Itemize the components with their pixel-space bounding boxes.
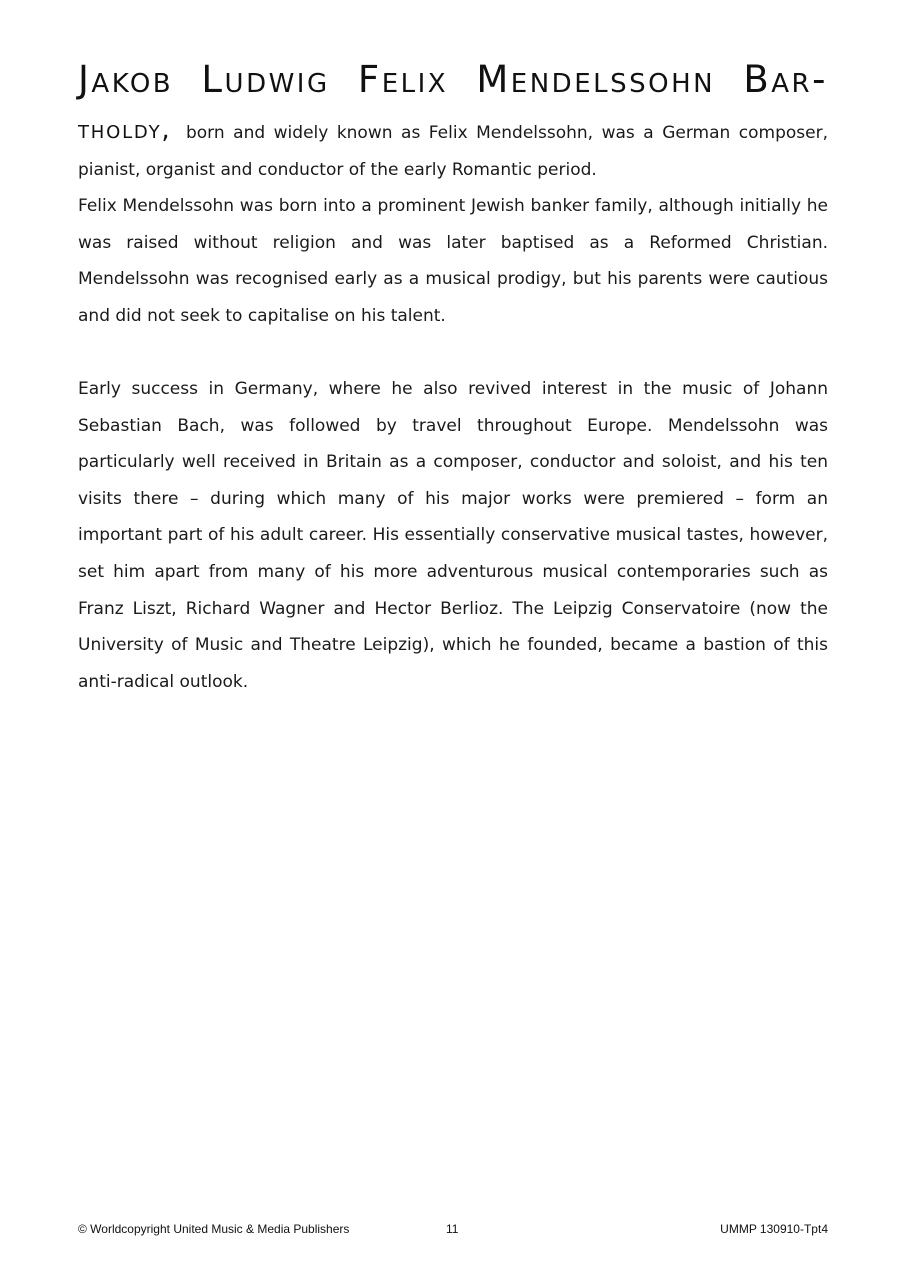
composer-name-heading — [78, 58, 828, 102]
catalog-number: UMMP 130910-Tpt4 — [720, 1222, 828, 1236]
heading-word: Felix — [357, 58, 449, 101]
heading-word: Ludwig — [201, 58, 330, 101]
intro-lead-text: born and widely known as Felix Mendelssohn, was a German composer, pianist, organist and conductor of the early Romantic period. — [78, 123, 828, 180]
heading-word: Mendelssohn — [476, 58, 716, 101]
heading-word: Bar- — [743, 58, 828, 101]
copyright-notice: © Worldcopyright United Music & Media Publishers — [78, 1222, 350, 1236]
biography-paragraph-career: Early success in Germany, where he also revived interest in the music of Johann Sebastian Bach, was followed by travel throughout Europe. Mendelssohn was particularly well received in Britain as a composer, conductor and soloist, and his ten visits there – during which many of his major works were premiered – form an important part of his adult career. His essentially conservative musical tastes, however, set him apart from many of his more adventurous musical contemporaries such as Franz Liszt, Richard Wagner and Hector Berlioz. The Leipzig Conservatoire (now the University of Music and Theatre Leipzig), which he founded, became a bastion of this anti-radical outlook. — [78, 378, 828, 692]
intro-paragraph — [78, 112, 828, 188]
heading-word: Jakob — [78, 58, 174, 101]
composer-name-continuation: tholdy, — [78, 115, 172, 145]
biography-paragraph-early-life: Felix Mendelssohn was born into a prominent Jewish banker family, although initially he was raised without religion and was later baptised as a Reformed Christian. Mendelssohn was recognised early as a musical prodigy, but his parents were cautious and did not seek to capitalise on his talent. — [78, 196, 828, 326]
page-content — [78, 58, 828, 700]
page-number: 11 — [446, 1222, 459, 1236]
